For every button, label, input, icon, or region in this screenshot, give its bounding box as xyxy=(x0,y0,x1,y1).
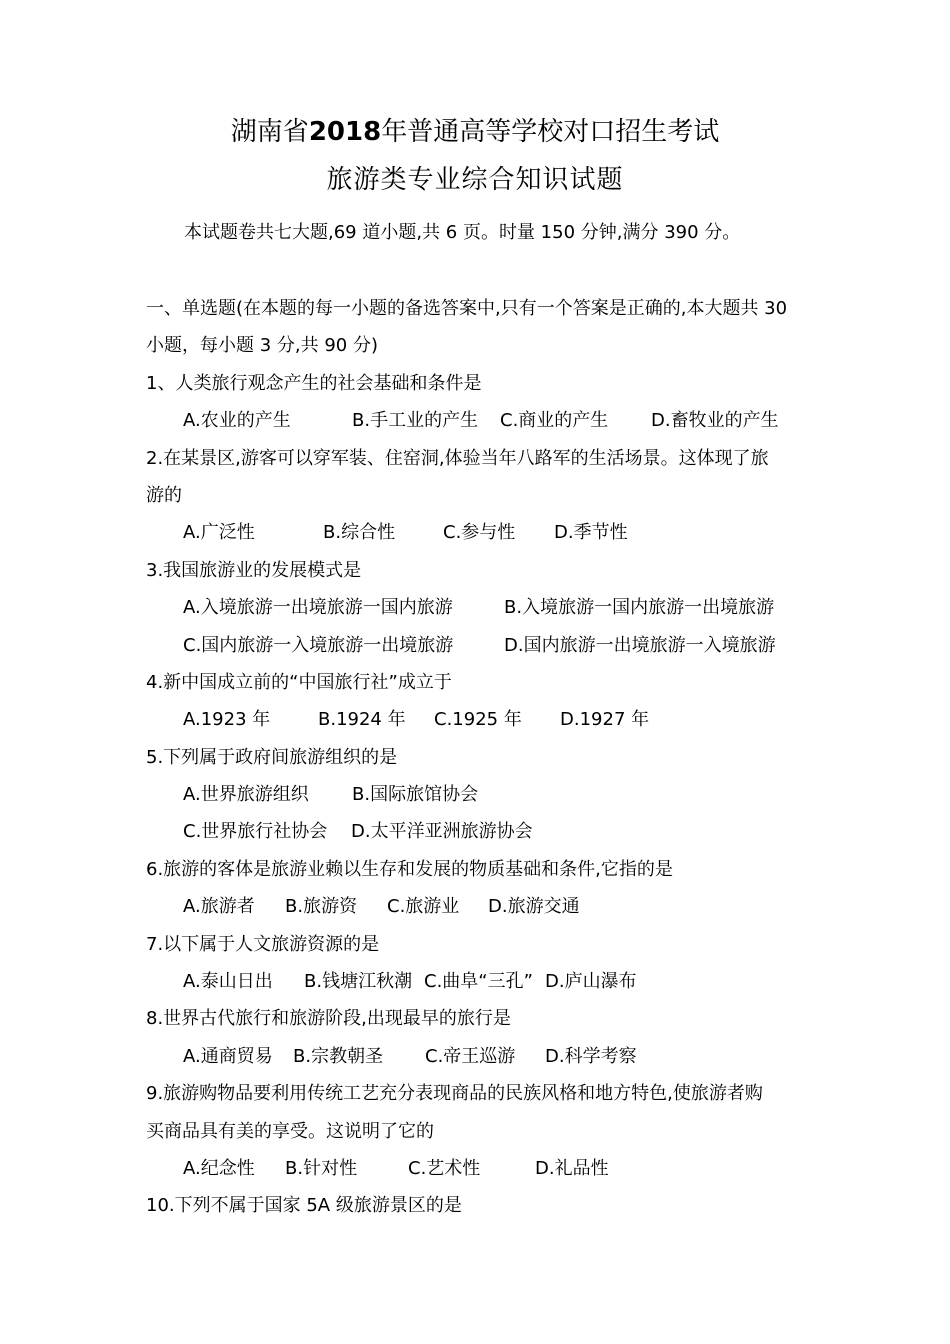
answer-option: D.礼品性 xyxy=(535,1157,609,1179)
options-row xyxy=(146,888,816,925)
question-stem: 3.我国旅游业的发展模式是 xyxy=(146,559,362,581)
question-body xyxy=(146,290,816,1225)
title-suffix: 年普通高等学校对口招生考试 xyxy=(381,117,720,147)
answer-option: D.太平洋亚洲旅游协会 xyxy=(351,821,533,843)
page-subtitle: 旅游类专业综合知识试题 xyxy=(326,165,624,195)
question-stem: 9.旅游购物品要利用传统工艺充分表现商品的民族风格和地方特色,使旅游者购 xyxy=(146,1083,763,1105)
answer-option: A.入境旅游一出境旅游一国内旅游 xyxy=(183,597,453,619)
answer-option: A.1923 年 xyxy=(183,709,271,731)
options-row xyxy=(146,514,816,551)
options-row xyxy=(146,402,816,439)
question-stem-cont: 买商品具有美的享受。这说明了它的 xyxy=(146,1120,434,1142)
answer-option: B.钱塘江秋潮 xyxy=(304,971,413,993)
title-year: 2018 xyxy=(308,117,382,147)
answer-option: C.商业的产生 xyxy=(500,410,609,432)
options-row xyxy=(146,589,816,626)
title-prefix: 湖南省 xyxy=(230,117,309,147)
answer-option: B.综合性 xyxy=(323,522,396,544)
options-row xyxy=(146,1150,816,1187)
answer-option: C.艺术性 xyxy=(408,1157,481,1179)
options-row xyxy=(146,813,816,850)
answer-option: B.针对性 xyxy=(285,1157,358,1179)
question-stem: 10.下列不属于国家 5A 级旅游景区的是 xyxy=(146,1195,462,1217)
answer-option: D.国内旅游一出境旅游一入境旅游 xyxy=(504,634,776,656)
answer-option: D.庐山瀑布 xyxy=(545,971,637,993)
answer-option: A.通商贸易 xyxy=(183,1045,273,1067)
answer-option: A.旅游者 xyxy=(183,896,255,918)
answer-option: D.1927 年 xyxy=(560,709,650,731)
answer-option: A.广泛性 xyxy=(183,522,255,544)
question-stem: 6.旅游的客体是旅游业赖以生存和发展的物质基础和条件,它指的是 xyxy=(146,858,673,880)
page-title xyxy=(0,112,950,152)
answer-option: B.旅游资 xyxy=(285,896,358,918)
options-row xyxy=(146,963,816,1000)
answer-option: D.畜牧业的产生 xyxy=(651,410,779,432)
answer-option: C.帝王巡游 xyxy=(425,1045,516,1067)
section-heading: 一、单选题(在本题的每一小题的备选答案中,只有一个答案是正确的,本大题共 30 xyxy=(146,298,788,319)
question-stem: 4.新中国成立前的“中国旅行社”成立于 xyxy=(146,671,452,693)
question-stem: 5.下列属于政府间旅游组织的是 xyxy=(146,746,398,768)
options-row xyxy=(146,627,816,664)
answer-option: C.参与性 xyxy=(443,522,516,544)
answer-option: B.宗教朝圣 xyxy=(293,1045,384,1067)
question-stem-cont: 游的 xyxy=(146,484,182,506)
exam-instructions: 本试题卷共七大题,69 道小题,共 6 页。时量 150 分钟,满分 390 分。 xyxy=(184,222,741,243)
answer-option: C.国内旅游一入境旅游一出境旅游 xyxy=(183,634,454,656)
answer-option: C.旅游业 xyxy=(387,896,460,918)
question-stem: 2.在某景区,游客可以穿军装、住窑洞,体验当年八路军的生活场景。这体现了旅 xyxy=(146,447,769,469)
answer-option: C.世界旅行社协会 xyxy=(183,821,328,843)
options-row xyxy=(146,701,816,738)
answer-option: C.曲阜“三孔” xyxy=(424,971,533,993)
answer-option: A.农业的产生 xyxy=(183,410,291,432)
answer-option: A.泰山日出 xyxy=(183,971,273,993)
answer-option: A.世界旅游组织 xyxy=(183,784,309,806)
question-stem: 7.以下属于人文旅游资源的是 xyxy=(146,933,380,955)
options-row xyxy=(146,776,816,813)
answer-option: B.入境旅游一国内旅游一出境旅游 xyxy=(504,597,775,619)
answer-option: C.1925 年 xyxy=(434,709,522,731)
question-stem: 1、人类旅行观念产生的社会基础和条件是 xyxy=(146,372,482,394)
answer-option: B.国际旅馆协会 xyxy=(352,784,479,806)
section-heading-cont: 小题，每小题 3 分,共 90 分) xyxy=(146,335,378,357)
answer-option: B.手工业的产生 xyxy=(352,410,479,432)
answer-option: D.季节性 xyxy=(554,522,628,544)
answer-option: D.科学考察 xyxy=(545,1045,637,1067)
question-stem: 8.世界古代旅行和旅游阶段,出现最早的旅行是 xyxy=(146,1008,511,1030)
answer-option: D.旅游交通 xyxy=(488,896,580,918)
answer-option: A.纪念性 xyxy=(183,1157,255,1179)
options-row xyxy=(146,1038,816,1075)
answer-option: B.1924 年 xyxy=(318,709,406,731)
